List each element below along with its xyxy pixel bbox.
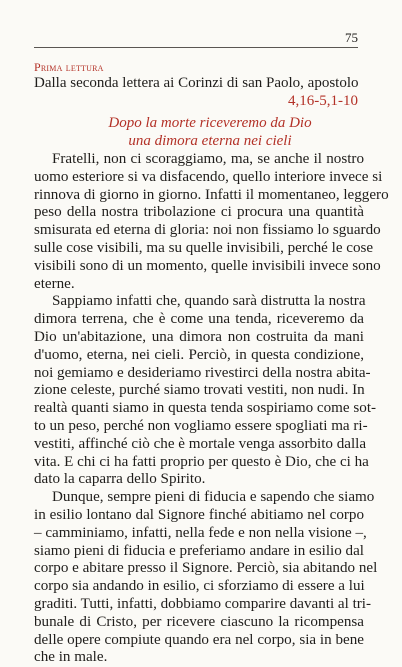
text-line: to un peso, perché non vogliamo essere spogliati ma ri- (34, 417, 368, 434)
paragraph (34, 489, 378, 667)
section-label: Prima lettura (34, 60, 104, 74)
text-line: – camminiamo, infatti, nella fede e non nella visione –, (34, 524, 367, 541)
paragraph (34, 151, 389, 293)
text-line: sulle cose visibili, ma su quelle invisibili, perché le cose (34, 239, 374, 256)
text-line: realtà quanti siamo in questa tenda sospiriamo come sot- (34, 400, 377, 417)
header-rule (34, 47, 358, 48)
text-line: visibili sono di un momento, quelle invisibili invece sono (34, 257, 381, 274)
text-line: Dio un'abitazione, una dimora non costruita da mani (34, 328, 364, 345)
text-line: in esilio lontano dal Signore finché abitiamo nel corpo (34, 506, 364, 523)
text-line: Fratelli, non ci scoraggiamo, ma, se anche il nostro (52, 151, 364, 167)
text-line: dato la caparra dello Spirito. (34, 471, 206, 488)
paragraph (34, 293, 377, 489)
text-line: graditi. Tutti, infatti, dobbiamo comparire davanti al tri- (34, 595, 372, 612)
text-line: corpo sia andando in esilio, ci sforziamo di essere a lui (34, 578, 365, 595)
text-line: vestiti, affinché ciò che è mortale venga assorbito dalla (34, 435, 367, 452)
reading-body (34, 151, 389, 667)
text-line: dimora terrena, che è come una tenda, riceveremo da (34, 311, 364, 328)
text-line: eterne. (34, 275, 75, 292)
text-line: d'uomo, eterna, nei cieli. Perciò, in questa condizione, (34, 346, 364, 363)
page-number: 75 (345, 30, 358, 45)
text-line: noi gemiamo e desideriamo rivestirci della nostra abita- (34, 364, 371, 381)
subtitle-line: Dopo la morte riceveremo da Dio (108, 115, 312, 131)
text-line: vita. E chi ci ha fatti proprio per questo è Dio, che ci ha (34, 453, 369, 470)
text-line: rinnova di giorno in giorno. Infatti il momentaneo, leggero (34, 186, 389, 203)
subtitle-line: una dimora eterna nei cieli (128, 133, 292, 149)
text-line: Sappiamo infatti che, quando sarà distrutta la nostra (52, 293, 366, 310)
text-line: smisurata ed eterna di gloria: noi non fissiamo lo sguardo (34, 222, 381, 239)
text-line: Dunque, sempre pieni di fiducia e sapendo che siamo (52, 489, 375, 506)
text-line: delle opere compiute quando era nel corpo, sia in bene (34, 631, 364, 648)
reading-source: Dalla seconda lettera ai Corinzi di san Paolo, apostolo (34, 75, 359, 91)
text-line: zione celeste, purché siamo trovati vestiti, non nudi. In (34, 382, 365, 399)
text-line: peso della nostra tribolazione ci procura una quantità (34, 204, 364, 221)
reading-subtitle (60, 114, 360, 150)
text-line: siamo pieni di fiducia e preferiamo andare in esilio dal (34, 542, 364, 559)
reading-reference: 4,16-5,1-10 (288, 93, 358, 109)
text-line: corpo e abitare presso il Signore. Perciò, sia abitando nel (34, 560, 378, 577)
text-line: uomo esteriore si va disfacendo, quello interiore invece si (34, 168, 383, 185)
text-line: bunale di Cristo, per ricevere ciascuno la ricompensa (34, 613, 364, 630)
text-line: che in male. (34, 649, 108, 666)
